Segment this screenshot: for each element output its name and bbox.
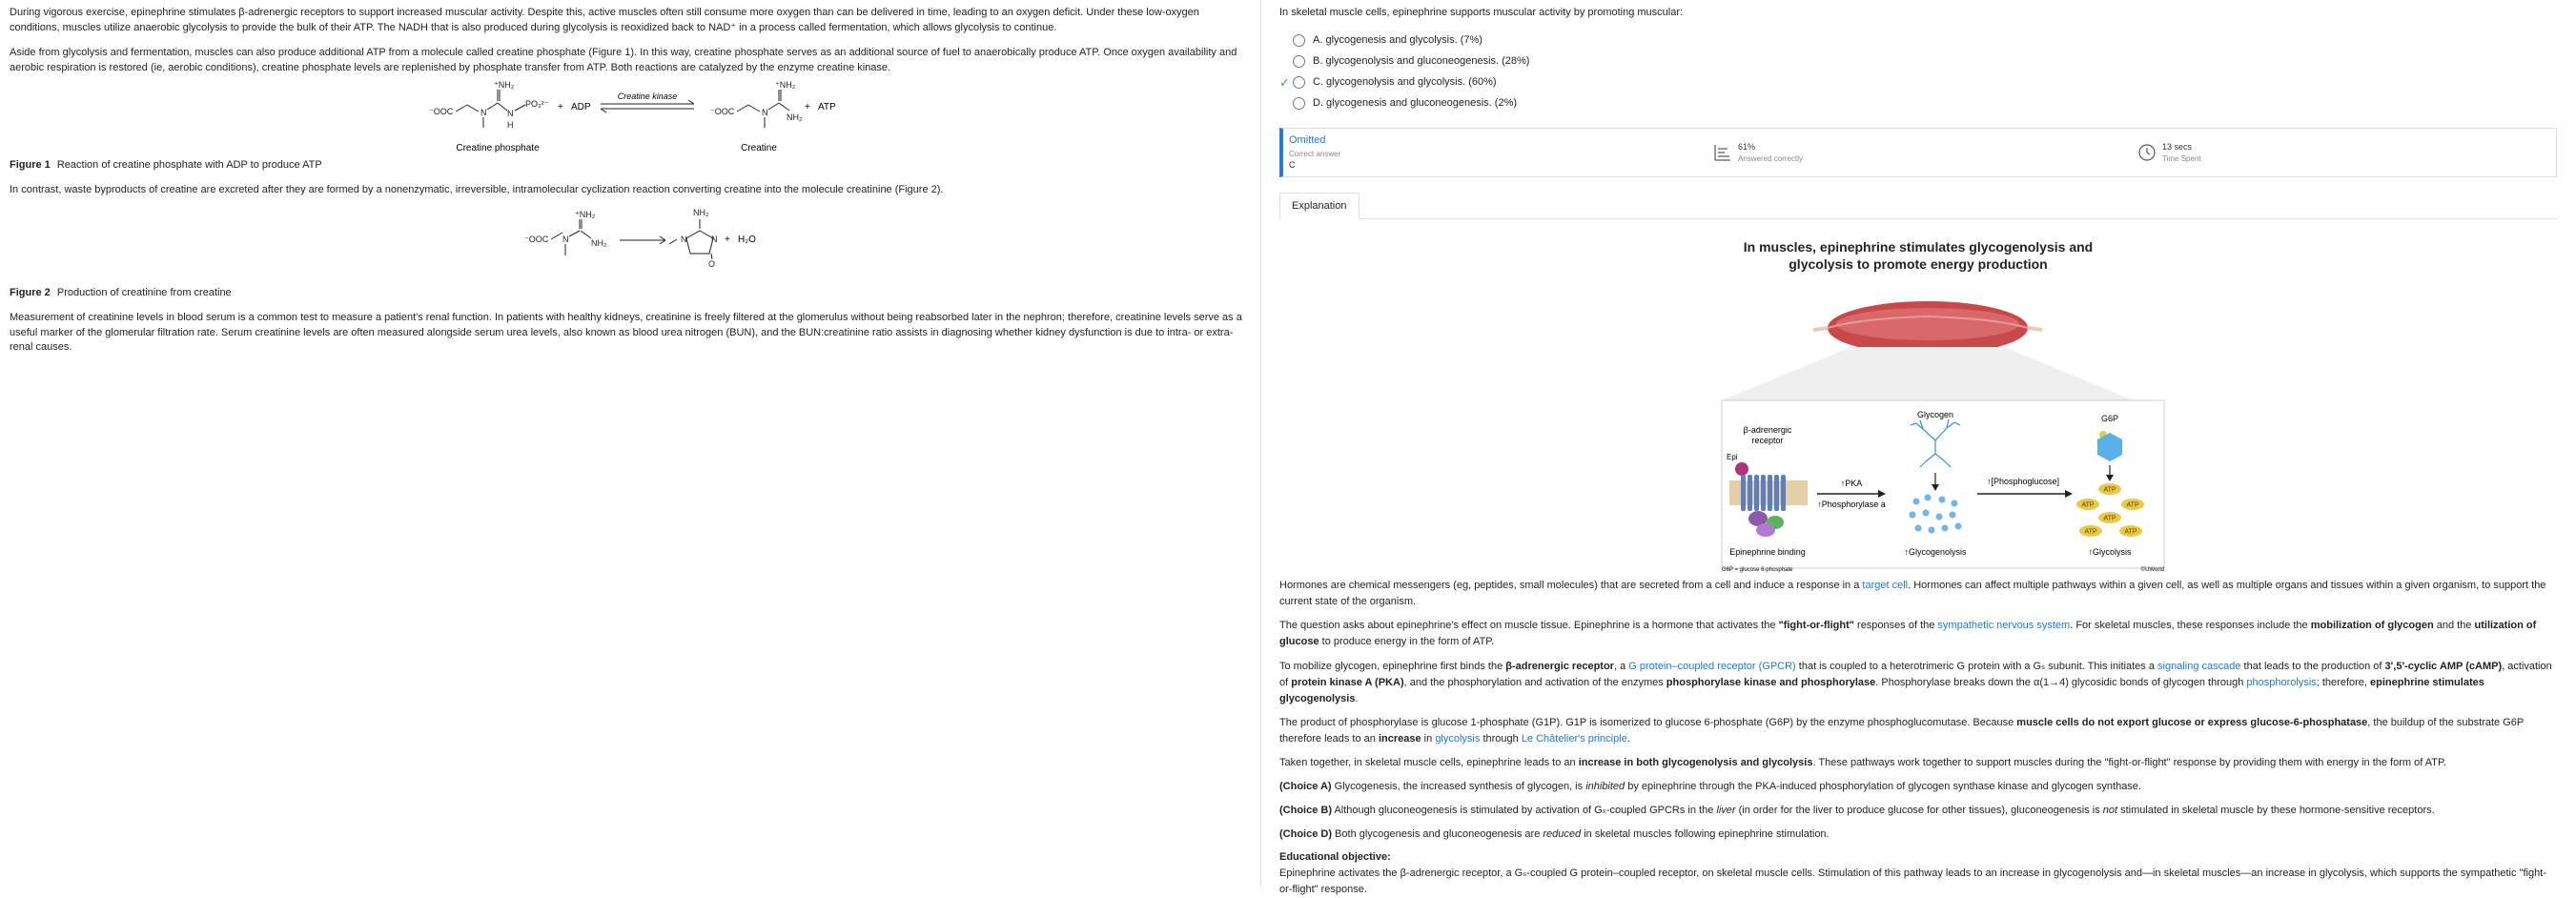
svg-text:⁺NH₂: ⁺NH₂ [575, 209, 596, 219]
le-chatelier-link[interactable]: Le Châtelier's principle [1521, 732, 1627, 745]
plus-sign-3: + [725, 234, 730, 245]
muscle-image [1813, 301, 2042, 355]
svg-text:⁻OOC: ⁻OOC [710, 106, 735, 116]
figure-1-caption-text: Reaction of creatine phosphate with ADP to produce ATP [56, 158, 322, 171]
percent-correct-value: 61% [1738, 141, 1756, 152]
passage-paragraph-4: Measurement of creatinine levels in blood serum is a common test to measure a patient's renal function. In patients with healthy kidneys, creatinine is freely filtered at the glomerulus without being reabsorbed later in the nephron; therefore, creatinine levels serve as a useful marker of the glomerular filtration rate. Serum creatinine levels are often measured alongside serum urea levels, also known as blood urea nitrogen (BUN), and the BUN:creatinine ratio assists in diagnosing whether kidney dysfunction is due to intra- or extra-renal causes. [10, 311, 1242, 354]
atp-badge: ATP [2124, 528, 2137, 536]
atp-label: ATP [818, 101, 836, 112]
creatine-structure-fig2 [524, 210, 607, 255]
explanation-paragraph-2: The question asks about epinephrine's effect on muscle tissue. Epinephrine is a hormone that activates the "fight-or-flight" responses of the sympathetic nervous system. For skeletal muscles, these responses include the mobilization of glycogen and the utilization of glucose to produce energy in the form of ATP. [1279, 620, 2537, 648]
receptor-label-line-1: β-adrenergic [1743, 425, 1792, 436]
illustration-credit: ©UWorld [2140, 567, 2164, 574]
svg-text:⁺NH₂: ⁺NH₂ [775, 79, 796, 90]
plus-sign-2: + [805, 101, 810, 112]
percent-stat [1707, 141, 2132, 165]
phosphorolysis-link[interactable]: phosphorolysis [2246, 676, 2317, 688]
glycogenolysis-label: ↑Glycogenolysis [1904, 547, 1967, 558]
status-stat [1283, 133, 1707, 173]
time-spent-value: 13 secs [2162, 141, 2193, 152]
choice-b[interactable] [1279, 51, 2557, 72]
choice-a[interactable] [1279, 31, 2557, 51]
epinephrine-molecule-icon [1735, 462, 1748, 476]
correct-answer-label: Correct answer [1289, 149, 1341, 158]
svg-text:⁻OOC: ⁻OOC [524, 234, 549, 244]
radio-button[interactable] [1293, 76, 1305, 89]
radio-button[interactable] [1293, 34, 1305, 47]
sympathetic-nervous-system-link[interactable]: sympathetic nervous system [1937, 620, 2071, 632]
passage-paragraph-2: Aside from glycolysis and fermentation, muscles can also produce additional ATP from a molecule called creatine phosphate (Figure 1). In this way, creatine phosphate serves as an additional source of fuel to anaerobically produce ATP. Once oxygen availability and aerobic respiration is restored (ie, aerobic conditions), creatine phosphate levels are replenished by phosphate transfer from ATP. Both reactions are catalyzed by the enzyme creatine kinase. [10, 46, 1237, 73]
passage-paragraph-3: In contrast, waste byproducts of creatine are excreted after they are formed by a nonenzymatic, irreversible, intramolecular cyclization reaction converting creatine into the molecule creatinine (Figure 2). [10, 183, 944, 195]
choice-a-label: A. glycogenesis and glycolysis. (7%) [1313, 33, 1482, 46]
omitted-status: Omitted [1289, 133, 1326, 146]
bar-chart-icon [1713, 143, 1732, 162]
creatine-structure [710, 80, 803, 128]
time-spent-label: Time Spent [2162, 153, 2201, 163]
choice-c[interactable] [1279, 72, 2557, 93]
explanation-paragraph-3: To mobilize glycogen, epinephrine first binds the β-adrenergic receptor, a G protein–coupled receptor (GPCR) that is coupled to a heterotrimeric G protein with a Gₛ subunit. This initiates a signaling cascade that leads to the production of 3',5'-cyclic AMP (cAMP), activation of protein kinase A (PKA), and the phosphorylation and activation of the enzymes phosphorylase kinase and phosphorylase. Phosphorylase breaks down the α(1→4) glycosidic bonds of glycogen through phosphorolysis; therefore, epinephrine stimulates glycogenolysis. [1279, 660, 2552, 704]
illustration-title [1279, 238, 2557, 273]
illustration-footnote: G6P = glucose 6-phosphate [1722, 567, 1793, 574]
svg-text:H: H [507, 119, 514, 130]
answer-stats-bar [1279, 128, 2557, 177]
explanation-paragraph-5: Taken together, in skeletal muscle cells, epinephrine leads to an increase in both glycogenolysis and glycolysis. These pathways work together to support muscles during the "fight-or-flight" response by providing them with energy in the form of ATP. [1279, 756, 2446, 768]
signaling-cascade-link[interactable]: signaling cascade [2157, 660, 2241, 672]
atp-badge: ATP [2126, 501, 2139, 509]
answer-choices [1279, 31, 2557, 114]
creatine-label: Creatine [741, 142, 777, 153]
atp-badge: ATP [2081, 501, 2095, 509]
figure-2-number: Figure 2 [10, 286, 51, 298]
figure-1-caption [10, 158, 1251, 173]
explanation-paragraph-4: The product of phosphorylase is glucose 1-phosphate (G1P). G1P is isomerized to glucose 6-phosphate (G6P) by the enzyme phosphoglucomutase. Because muscle cells do not export glucose or express glucose-6-phosphatase, the buildup of the substrate G6P therefore leads to an increase in glycolysis through Le Châtelier's principle. [1279, 716, 2524, 745]
explanation-body [1279, 578, 2557, 898]
epi-label: Epi [1727, 453, 1738, 462]
atp-badge: ATP [2103, 486, 2116, 494]
choice-d[interactable] [1279, 93, 2557, 114]
figure-2-caption-text: Production of creatinine from creatine [56, 286, 232, 298]
passage-pane [0, 0, 1260, 887]
choice-d-label: D. glycogenesis and gluconeogenesis. (2%) [1313, 96, 1518, 109]
percent-correct-label: Answered correctly [1738, 153, 1804, 163]
choice-a-explanation: (Choice A) Glycogenesis, the increased synthesis of glycogen, is inhibited by epinephrine through the PKA-induced phosphorylation of glycogen synthase kinase and glycogen synthase. [1279, 780, 2141, 792]
equilibrium-arrow [601, 100, 694, 112]
explanation-paragraph-1: Hormones are chemical messengers (eg, peptides, small molecules) that are secreted from a cell and induce a response in a target cell. Hormones can affect multiple pathways within a given cell, as well as multiple organs and tissues within a given organism, to support the current state of the organism. [1279, 580, 2546, 608]
receptor-label-line-2: receptor [1751, 436, 1784, 446]
tab-explanation[interactable]: Explanation [1279, 193, 1360, 219]
gpcr-link[interactable]: G protein–coupled receptor (GPCR) [1628, 660, 1796, 672]
clock-icon [2137, 143, 2157, 162]
svg-text:O: O [708, 258, 716, 269]
choice-c-label: C. glycogenolysis and glycolysis. (60%) [1313, 75, 1497, 88]
passage-paragraph-1: During vigorous exercise, epinephrine stimulates β-adrenergic receptors to support increased muscular activity. Despite this, active muscles often still consume more oxygen than can be delivered in time, leading to an oxygen deficit. Under these low-oxygen conditions, muscles utilize anaerobic glycolysis to provide the bulk of their ATP. The NADH that is also produced during glycolysis is reoxidized back to NAD⁺ in a process called fermentation, which allows glycolysis to continue. [10, 7, 1199, 33]
epinephrine-illustration [1279, 273, 2576, 574]
svg-text:⁻OOC: ⁻OOC [429, 106, 454, 116]
glycolysis-link[interactable]: glycolysis [1435, 732, 1481, 745]
svg-text:N: N [711, 234, 718, 244]
svg-text:N: N [762, 107, 768, 117]
educational-objective-title: Educational objective: [1279, 850, 1391, 863]
atp-badge: ATP [2103, 515, 2116, 522]
svg-text:NH₂: NH₂ [591, 237, 607, 248]
correct-answer-value: C [1289, 160, 1296, 171]
glycolysis-label: ↑Glycolysis [2088, 547, 2132, 558]
svg-text:N: N [480, 107, 487, 117]
educational-objective-text: Epinephrine activates the β-adrenergic receptor, a Gₛ-coupled G protein–coupled receptor, on skeletal muscle cells. Stimulation of this pathway leads to an increase in glycogenolysis and—in skeletal muscles—an increase in glycolysis, which supports the sympathetic "fight-or-flight" response. [1279, 867, 2546, 895]
pka-label: ↑PKA [1840, 479, 1863, 489]
reaction-arrow [620, 236, 665, 244]
tab-bar [1279, 193, 2557, 219]
choice-b-label: B. glycogenolysis and gluconeogenesis. (28%) [1313, 54, 1530, 67]
g6p-label: G6P [2100, 414, 2119, 424]
choice-d-explanation: (Choice D) Both glycogenesis and gluconeogenesis are reduced in skeletal muscles following epinephrine stimulation. [1279, 827, 1830, 840]
epinephrine-binding-label: Epinephrine binding [1729, 547, 1806, 558]
figure-2-caption [10, 286, 1251, 301]
svg-text:NH₂: NH₂ [787, 112, 803, 122]
atp-badge: ATP [2084, 528, 2097, 536]
svg-text:PO₃²⁻: PO₃²⁻ [525, 98, 549, 109]
creatine-phosphate-label: Creatine phosphate [456, 142, 540, 153]
svg-text:⁺NH₂: ⁺NH₂ [494, 79, 515, 90]
plus-sign: + [558, 101, 563, 112]
svg-text:NH₂: NH₂ [693, 207, 709, 217]
pane-divider[interactable] [1260, 0, 1261, 887]
svg-text:N: N [562, 234, 569, 244]
target-cell-link[interactable]: target cell [1862, 580, 1909, 592]
figure-1-diagram [10, 79, 1249, 154]
figure-2-diagram [10, 208, 1249, 271]
phosphoglucose-label: ↑[Phosphoglucose] [1986, 477, 2060, 487]
question-pane [1270, 0, 2566, 895]
choice-b-explanation: (Choice B) Although gluconeogenesis is stimulated by activation of Gₛ-coupled GPCRs in the liver (in order for the liver to produce glucose for other tissues), gluconeogenesis is not stimulated in skeletal muscle by these hormone-sensitive receptors. [1279, 804, 2435, 816]
creatinine-structure [669, 208, 718, 269]
glycogen-label: Glycogen [1916, 410, 1954, 420]
svg-text:N: N [507, 108, 514, 118]
creatine-phosphate-structure [429, 80, 549, 130]
radio-button[interactable] [1293, 55, 1305, 68]
illustration-title-line-1: In muscles, epinephrine stimulates glycogenolysis and [1743, 238, 2094, 255]
correct-check-icon: ✓ [1279, 74, 1290, 90]
figure-1-number: Figure 1 [10, 158, 51, 171]
phosphorylase-label: ↑Phosphorylase a [1817, 500, 1886, 510]
time-stat [2132, 141, 2556, 165]
radio-button[interactable] [1293, 97, 1305, 110]
water-label: H₂O [738, 234, 756, 245]
adp-label: ADP [571, 101, 591, 112]
illustration-title-line-2: glycolysis to promote energy production [1789, 256, 2048, 273]
enzyme-label: Creatine kinase [617, 91, 678, 101]
svg-text:N: N [681, 234, 687, 244]
question-stem: In skeletal muscle cells, epinephrine supports muscular activity by promoting muscular: [1279, 7, 1684, 18]
